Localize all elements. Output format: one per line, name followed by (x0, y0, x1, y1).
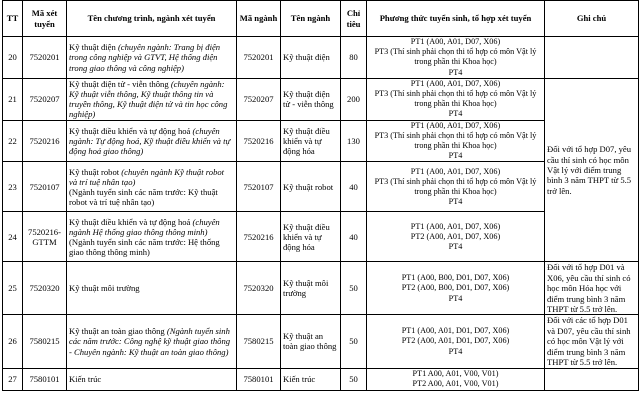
row-major-code: 7520207 (237, 78, 281, 120)
program-name: Kỹ thuật an toàn giao thông (69, 326, 167, 337)
note-d01-x06-chemistry: Đối với tổ hợp D01 và X06, yêu cầu thí sinh có học môn Hóa học với điểm trung bình 3 năm THPT từ 5.5 trở lên. (545, 262, 639, 315)
program-name: Kỹ thuật môi trường (69, 283, 140, 294)
header-row (3, 1, 639, 37)
admission-table (2, 0, 639, 391)
header-tt: TT (3, 1, 23, 37)
table-row (3, 37, 639, 79)
note-d01-d07-physics: Đối với các tổ hợp D01 và D07, yêu cầu thí sinh có học môn Vật lý với điểm trung bình 3 năm THPT từ 5.5 trở lên. (545, 315, 639, 368)
header-major-code: Mã ngành (237, 1, 281, 37)
row-program (67, 120, 237, 162)
method-line: PT4 (448, 346, 463, 356)
program-specialization: (Ngành tuyển sinh các năm trước: Công nghệ kỹ thuật giao thông - Chuyên ngành: Kỹ thuật an toàn giao thông) (69, 326, 231, 357)
method-line: PT1 (A00, A01, D01, D07, X06) (401, 326, 510, 336)
row-tt: 26 (3, 315, 23, 368)
header-note: Ghi chú (545, 1, 639, 37)
row-code: 7580215 (23, 315, 67, 368)
program-previous-name: (Ngành tuyển sinh các năm trước: Kỹ thuật robot và trí tuệ nhân tạo) (69, 186, 218, 208)
method-line: PT1 (A00, B00, D01, D07, X06) (401, 273, 510, 283)
header-major: Tên ngành (281, 1, 341, 37)
row-quota: 50 (341, 315, 367, 368)
program-name: Kỹ thuật điều khiển và tự động hoá (69, 216, 193, 227)
program-specialization: (chuyên ngành: Trang bị điện trong công nghiệp và GTVT, Hệ thống điện trong giao thông và công nghiệp) (69, 42, 221, 73)
program-name: Kỹ thuật điện (69, 42, 118, 53)
row-quota: 40 (341, 212, 367, 262)
method-line: PT2 (A00, A01, D01, D07, X06) (401, 336, 510, 346)
method-line: PT4 (448, 293, 463, 303)
program-previous-name: (Ngành tuyển sinh các năm trước: Hệ thống giao thông thông minh) (69, 236, 220, 258)
row-tt: 20 (3, 37, 23, 79)
row-tt: 27 (3, 368, 23, 390)
row-major-code: 7580101 (237, 368, 281, 390)
table-row (3, 162, 639, 212)
row-major: Kỹ thuật an toàn giao thông (281, 315, 341, 368)
program-specialization: (chuyên ngành Hệ thống giao thông thông minh) (69, 216, 220, 237)
row-quota: 50 (341, 262, 367, 315)
method-line: PT2 (A00, A01, D07, X06) (410, 231, 501, 241)
row-code: 7520207 (23, 78, 67, 120)
header-program: Tên chương trình, ngành xét tuyển (67, 1, 237, 37)
method-line: PT4 (448, 67, 463, 77)
table-row (3, 78, 639, 120)
row-program (67, 162, 237, 212)
table-row (3, 120, 639, 162)
row-code: 7520216 (23, 120, 67, 162)
method-line: PT1 (A00, A01, D07, X06) (410, 166, 501, 176)
row-major: Kiến trúc (281, 368, 341, 390)
method-line: PT1 (A00, A01, D07, X06) (410, 221, 501, 231)
method-line: PT3 (Thí sinh phải chọn thi tổ hợp có môn Vật lý trong phần thi Khoa học) (374, 47, 537, 67)
row-major-code: 7580215 (237, 315, 281, 368)
method-line: PT2 A00, A01, V00, V01) (412, 379, 499, 388)
row-program (67, 78, 237, 120)
row-tt: 23 (3, 162, 23, 212)
method-line: PT1 (A00, A01, D07, X06) (410, 78, 501, 88)
row-code: 7520201 (23, 37, 67, 79)
row-program (67, 212, 237, 262)
row-note-empty (545, 368, 639, 390)
program-name: Kỹ thuật điều khiển và tự động hoá (69, 125, 193, 136)
program-name: Kỹ thuật robot (69, 166, 122, 177)
row-method (367, 120, 545, 162)
row-tt: 24 (3, 212, 23, 262)
method-line: PT1 (A00, A01, D07, X06) (410, 37, 501, 46)
method-line: PT4 (448, 109, 463, 119)
row-major: Kỹ thuật điều khiển và tự động hóa (281, 120, 341, 162)
program-specialization: (chuyên ngành: Tự động hoá, Kỹ thuật điều khiển và tự động hoá giao thông) (69, 125, 231, 157)
method-line: PT4 (448, 242, 463, 252)
row-method (367, 368, 545, 390)
row-method (367, 262, 545, 315)
row-major: Kỹ thuật điều khiển và tự động hóa (281, 212, 341, 262)
table-row (3, 212, 639, 262)
row-method (367, 212, 545, 262)
program-name: Kiến trúc (69, 373, 102, 384)
program-specialization: (chuyên ngành: Kỹ thuật viễn thông, Kỹ thuật thông tin và truyền thông, Kỹ thuật điện tử và tin học công nghiệp) (69, 78, 228, 120)
header-method: Phương thức tuyển sinh, tổ hợp xét tuyển (367, 1, 545, 37)
row-tt: 22 (3, 120, 23, 162)
row-code: 7520320 (23, 262, 67, 315)
row-code: 7580101 (23, 368, 67, 390)
row-major-code: 7520216 (237, 120, 281, 162)
row-method (367, 162, 545, 212)
row-program (67, 368, 237, 390)
row-program (67, 315, 237, 368)
row-program (67, 262, 237, 315)
row-method (367, 78, 545, 120)
row-major: Kỹ thuật môi trường (281, 262, 341, 315)
row-quota: 40 (341, 162, 367, 212)
method-line: PT3 (Thí sinh phải chọn thi tổ hợp có môn Vật lý trong phần thi Khoa học) (374, 130, 537, 151)
table-row (3, 368, 639, 390)
program-name: Kỹ thuật điện tử - viễn thông (69, 78, 171, 89)
row-major-code: 7520107 (237, 162, 281, 212)
row-code: 7520216-GTTM (23, 212, 67, 262)
table-row (3, 315, 639, 368)
row-major-code: 7520216 (237, 212, 281, 262)
method-line: PT4 (448, 197, 463, 207)
row-quota: 200 (341, 78, 367, 120)
row-code: 7520107 (23, 162, 67, 212)
method-line: PT1 (A00, A01, D07, X06) (410, 120, 501, 130)
header-code: Mã xét tuyển (23, 1, 67, 37)
row-tt: 21 (3, 78, 23, 120)
row-program (67, 37, 237, 79)
row-tt: 25 (3, 262, 23, 315)
row-major-code: 7520201 (237, 37, 281, 79)
row-quota: 130 (341, 120, 367, 162)
row-note-empty (545, 37, 639, 79)
header-quota: Chỉ tiêu (341, 1, 367, 37)
table-row (3, 262, 639, 315)
method-line: PT4 (448, 151, 463, 161)
method-line: PT3 (Thí sinh phải chọn thi tổ hợp có môn Vật lý trong phần thi Khoa học) (374, 89, 537, 109)
note-d07-physics: Đối với tổ hợp D07, yêu cầu thí sinh có học môn Vật lý với điểm trung bình 3 năm THPT từ 5.5 trở lên. (545, 78, 639, 262)
method-line: PT1 A00, A01, V00, V01) (412, 368, 499, 378)
row-major: Kỹ thuật điện tử - viễn thông (281, 78, 341, 120)
row-quota: 50 (341, 368, 367, 390)
row-method (367, 315, 545, 368)
row-major: Kỹ thuật điện (281, 37, 341, 79)
row-major-code: 7520320 (237, 262, 281, 315)
row-quota: 80 (341, 37, 367, 79)
method-line: PT2 (A00, B00, D01, D07, X06) (401, 283, 510, 293)
row-major: Kỹ thuật robot (281, 162, 341, 212)
row-method (367, 37, 545, 79)
program-specialization: (chuyên ngành Kỹ thuật robot và trí tuệ nhân tạo) (69, 166, 225, 187)
method-line: PT3 (Thí sinh phải chọn thi tổ hợp có môn Vật lý trong phần thi Khoa học) (374, 176, 537, 196)
